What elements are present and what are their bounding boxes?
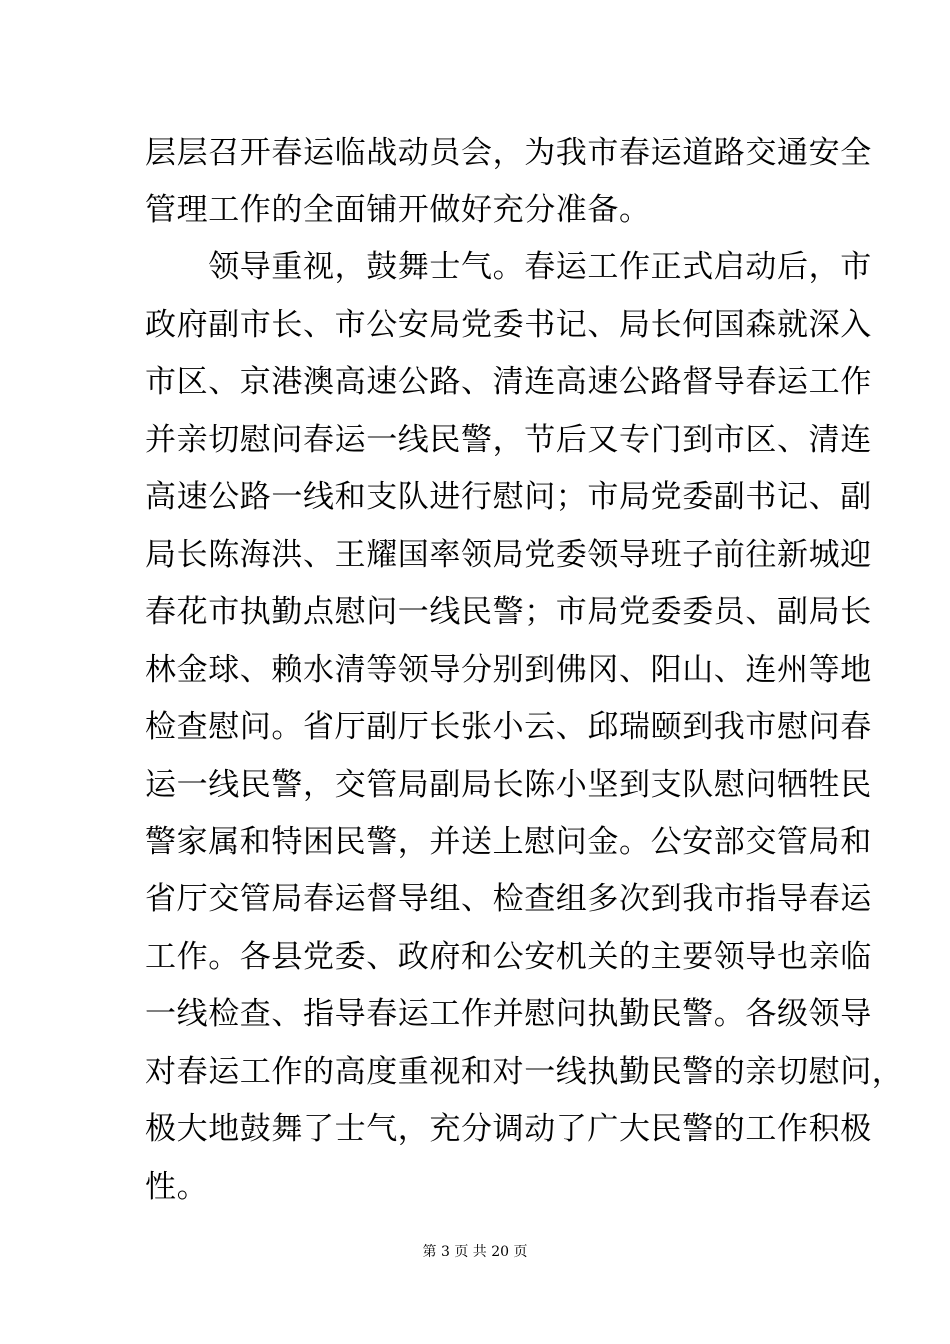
paragraph-start-line: 领导重视，鼓舞士气。春运工作正式启动后，市 bbox=[145, 249, 872, 285]
body-text-line: 省厅交管局春运督导组、检查组多次到我市指导春运 bbox=[145, 881, 872, 917]
body-text-line: 性。 bbox=[145, 1169, 209, 1205]
body-text-line: 管理工作的全面铺开做好充分准备。 bbox=[145, 192, 651, 228]
page-label-suffix: 页 bbox=[513, 1244, 528, 1260]
page-label-prefix: 第 bbox=[422, 1244, 437, 1260]
body-text-line: 林金球、赖水清等领导分别到佛冈、阳山、连州等地 bbox=[145, 652, 872, 688]
body-text-line: 极大地鼓舞了士气，充分调动了广大民警的工作积极 bbox=[145, 1111, 872, 1147]
body-text-line: 运一线民警，交管局副局长陈小坚到支队慰问牺牲民 bbox=[145, 767, 872, 803]
body-text-line: 高速公路一线和支队进行慰问；市局党委副书记、副 bbox=[145, 479, 872, 515]
page-label-mid: 页 共 bbox=[454, 1244, 487, 1260]
body-text-line: 层层召开春运临战动员会，为我市春运道路交通安全 bbox=[145, 135, 872, 171]
current-page-number: 3 bbox=[440, 1244, 450, 1260]
body-text-line: 一线检查、指导春运工作并慰问执勤民警。各级领导 bbox=[145, 996, 872, 1032]
page-number-footer bbox=[0, 1243, 950, 1261]
body-text-line: 检查慰问。省厅副厅长张小云、邱瑞颐到我市慰问春 bbox=[145, 709, 872, 745]
body-text-line: 市区、京港澳高速公路、清连高速公路督导春运工作 bbox=[145, 364, 872, 400]
total-pages-number: 20 bbox=[491, 1244, 510, 1260]
body-text-line: 对春运工作的高度重视和对一线执勤民警的亲切慰问， bbox=[145, 1054, 904, 1090]
body-text-line: 政府副市长、市公安局党委书记、局长何国森就深入 bbox=[145, 307, 872, 343]
body-text-line: 春花市执勤点慰问一线民警；市局党委委员、副局长 bbox=[145, 594, 872, 630]
body-text-line: 并亲切慰问春运一线民警，节后又专门到市区、清连 bbox=[145, 422, 872, 458]
body-text-line: 局长陈海洪、王耀国率领局党委领导班子前往新城迎 bbox=[145, 537, 872, 573]
body-text-line: 警家属和特困民警，并送上慰问金。公安部交管局和 bbox=[145, 824, 872, 860]
body-text-line: 工作。各县党委、政府和公安机关的主要领导也亲临 bbox=[145, 939, 872, 975]
